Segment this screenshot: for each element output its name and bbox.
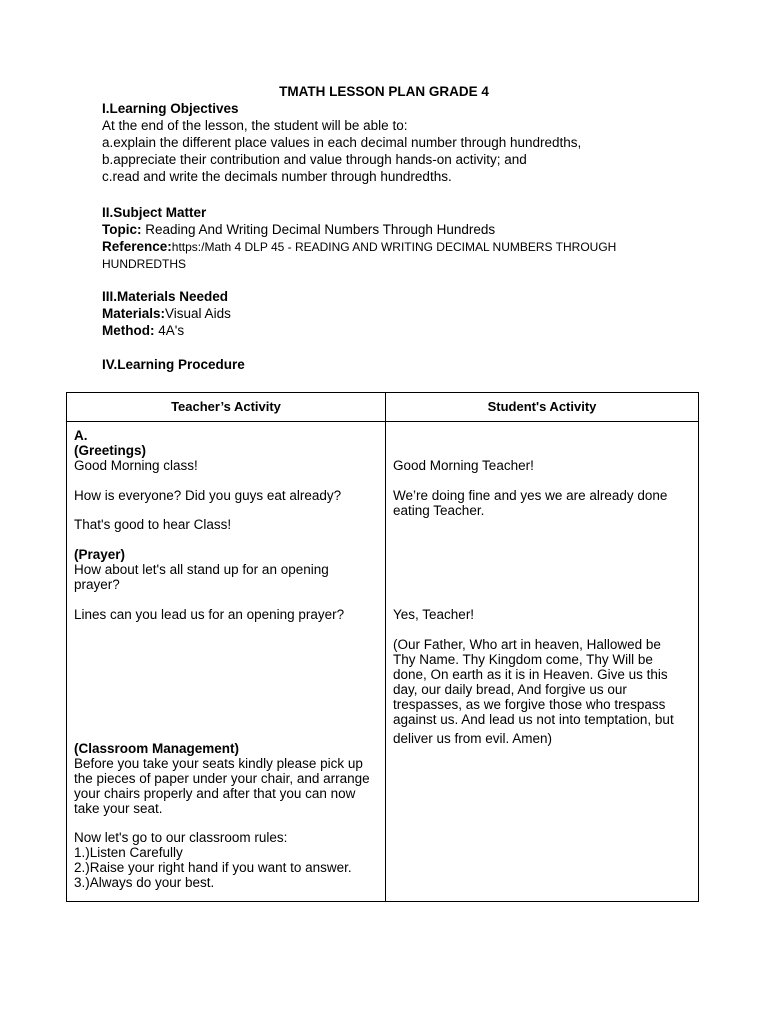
materials-heading: III.Materials Needed <box>102 289 229 304</box>
section-a-label: A. <box>74 428 88 443</box>
student-yes-teacher: Yes, Teacher! <box>393 607 475 622</box>
student-activity-header: Student's Activity <box>487 399 597 414</box>
method-line <box>102 322 702 339</box>
page-title: TMATH LESSON PLAN GRADE 4 <box>279 84 489 99</box>
teacher-ask-eat: How is everyone? Did you guys eat already? <box>74 488 342 503</box>
student-prayer-line-5: trespasses, as we forgive those who trespass <box>393 697 666 712</box>
student-prayer-line-6: against us. And lead us not into temptation, but <box>393 712 674 727</box>
teacher-lead-prayer: Lines can you lead us for an opening prayer? <box>74 607 345 622</box>
materials-value: Visual Aids <box>165 306 231 321</box>
rules-intro: Now let's go to our classroom rules: <box>74 830 288 845</box>
topic-line <box>102 221 702 238</box>
student-greeting-reply: Good Morning Teacher! <box>393 458 534 473</box>
rule-3: 3.)Always do your best. <box>74 875 215 890</box>
topic-label: Topic: <box>102 222 142 237</box>
student-prayer-line-1: (Our Father, Who art in heaven, Hallowed be <box>393 637 661 652</box>
rule-2: 2.)Raise your right hand if you want to answer. <box>74 860 352 875</box>
procedure-section <box>102 356 702 373</box>
materials-section <box>102 288 702 339</box>
header-divider <box>67 421 698 422</box>
subject-matter-section <box>102 204 702 273</box>
teacher-greeting: Good Morning class! <box>74 458 198 473</box>
subject-matter-heading: II.Subject Matter <box>102 205 207 220</box>
column-divider <box>385 393 386 901</box>
classroom-management-heading: (Classroom Management) <box>74 741 240 756</box>
objectives-heading: I.Learning Objectives <box>102 101 239 116</box>
teacher-good-to-hear: That's good to hear Class! <box>74 517 232 532</box>
teacher-prayer-line-1: How about let's all stand up for an opening <box>74 562 329 577</box>
materials-label: Materials: <box>102 306 166 321</box>
materials-line <box>102 305 702 322</box>
prayer-heading: (Prayer) <box>74 547 126 562</box>
reference-label: Reference: <box>102 239 172 254</box>
method-label: Method: <box>102 323 155 338</box>
reference-line <box>102 238 702 256</box>
teacher-activity-header: Teacher’s Activity <box>171 399 281 414</box>
student-eat-reply-line-1: We’re doing fine and yes we are already done <box>393 488 668 503</box>
student-prayer-line-2: Thy Name. Thy Kingdom come, Thy Will be <box>393 652 653 667</box>
classroom-line-4: take your seat. <box>74 801 163 816</box>
objective-a: a.explain the different place values in each decimal number through hundredths, <box>102 135 582 150</box>
objective-c: c.read and write the decimals number through hundredths. <box>102 169 452 184</box>
method-value: 4A's <box>154 323 185 338</box>
topic-value: Reading And Writing Decimal Numbers Through Hundreds <box>141 222 496 237</box>
greetings-heading: (Greetings) <box>74 443 147 458</box>
reference-value: https:/Math 4 DLP 45 - READING AND WRITING DECIMAL NUMBERS THROUGH <box>171 240 617 254</box>
reference-value-continued: HUNDREDTHS <box>102 257 186 271</box>
classroom-line-2: the pieces of paper under your chair, and arrange <box>74 771 370 786</box>
procedure-heading: IV.Learning Procedure <box>102 357 245 372</box>
student-prayer-line-3: done, On earth as it is in Heaven. Give us this <box>393 667 668 682</box>
student-prayer-line-4: day, our daily bread, And forgive us our <box>393 682 627 697</box>
classroom-line-3: your chairs properly and after that you can now <box>74 786 356 801</box>
student-prayer-line-7: deliver us from evil. Amen) <box>393 731 553 746</box>
student-eat-reply-line-2: eating Teacher. <box>393 503 485 518</box>
objective-b: b.appreciate their contribution and value through hands-on activity; and <box>102 152 527 167</box>
objectives-section <box>102 100 702 185</box>
procedure-table <box>66 392 699 902</box>
objectives-intro: At the end of the lesson, the student will be able to: <box>102 118 408 133</box>
teacher-prayer-line-2: prayer? <box>74 577 120 592</box>
classroom-line-1: Before you take your seats kindly please pick up <box>74 756 363 771</box>
rule-1: 1.)Listen Carefully <box>74 845 183 860</box>
